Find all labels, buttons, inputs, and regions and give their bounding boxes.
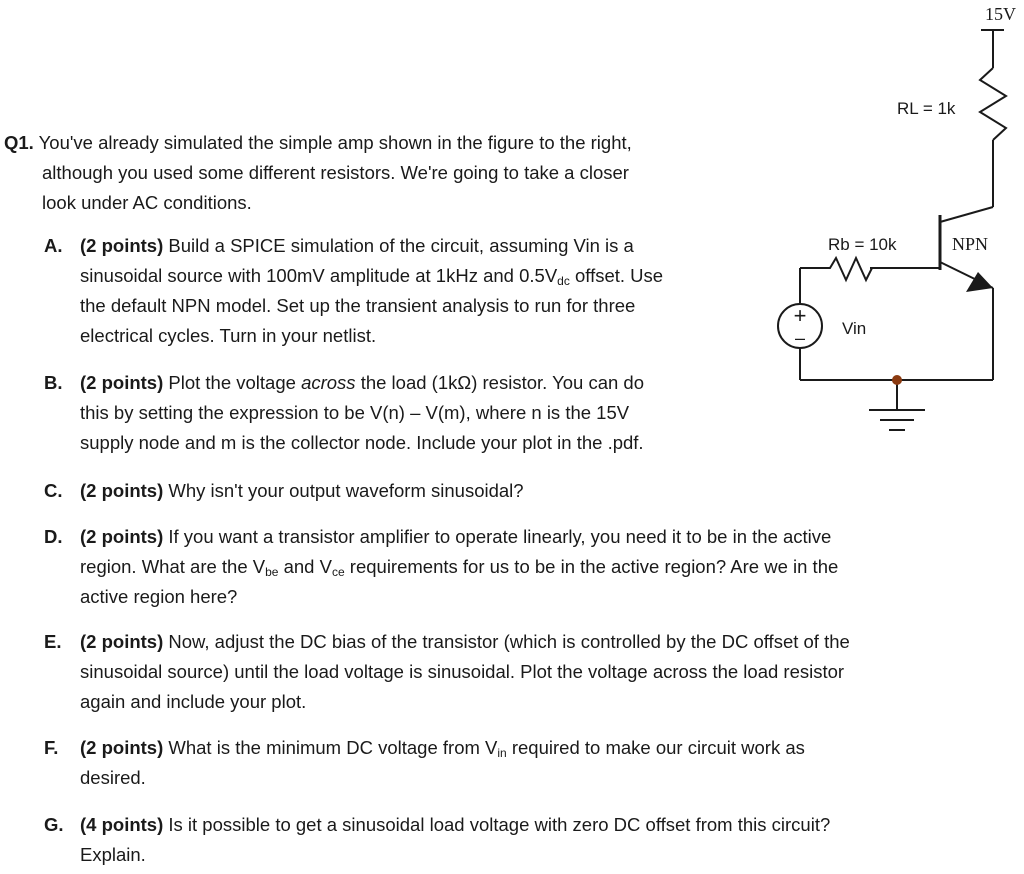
junction-dot [892,375,902,385]
rb-label: Rb = 10k [828,235,897,254]
part-b-line-3: supply node and m is the collector node. Include your plot in the .pdf. [80,432,644,453]
part-g-line-1: Is it possible to get a sinusoidal load voltage with zero DC offset from this circuit? [168,814,831,835]
part-d-line-2-end: requirements for us to be in the active region? Are we in the [344,556,839,577]
part-c-line-1: Why isn't your output waveform sinusoidal? [168,480,524,501]
part-e-line-1: Now, adjust the DC bias of the transistor (which is controlled by the DC offset of the [168,631,850,652]
part-d-line-2: region. What are the V [80,556,266,577]
part-points: (2 points) [80,737,164,758]
part-d-line-1: If you want a transistor amplifier to operate linearly, you need it to be in the active [168,526,832,547]
part-points: (2 points) [80,631,164,652]
part-b-line-1: Plot the voltage [168,372,302,393]
emitter-arrow-icon [966,272,993,292]
source-plus: + [793,303,807,328]
part-points: (2 points) [80,235,164,256]
question-line-2: although you used some different resistors. We're going to take a closer [42,162,629,183]
part-letter: F. [44,737,59,758]
part-d-line-2-mid: and V [278,556,332,577]
be-subscript: be [265,565,279,579]
in-subscript: in [497,746,507,760]
part-f-line-1: What is the minimum DC voltage from V [168,737,498,758]
npn-label: NPN [952,234,989,254]
part-a-line-2: sinusoidal source with 100mV amplitude at 1kHz and 0.5V [80,265,558,286]
part-f [44,733,984,793]
part-f-line-2: desired. [80,767,146,788]
supply-label: 15V [985,4,1016,24]
collector-lead [940,207,993,222]
part-letter: A. [44,235,63,256]
part-d-line-3: active region here? [80,586,238,607]
load-resistor [980,68,1006,140]
part-e [44,627,1004,717]
part-c [44,476,984,506]
part-points: (2 points) [80,480,164,501]
part-letter: B. [44,372,63,393]
part-points: (2 points) [80,526,164,547]
part-letter: G. [44,814,64,835]
part-e-line-2: sinusoidal source) until the load voltage is sinusoidal. Plot the voltage across the load resistor [80,661,845,682]
part-g-line-2: Explain. [80,844,146,865]
part-letter: D. [44,526,63,547]
part-points: (2 points) [80,372,164,393]
part-a-line-3: the default NPN model. Set up the transient analysis to run for three [80,295,636,316]
part-g [44,810,984,870]
part-e-line-3: again and include your plot. [80,691,307,712]
part-a-line-2-end: offset. Use [569,265,664,286]
part-b-line-2: this by setting the expression to be V(n) – V(m), where n is the 15V [80,402,630,423]
rl-label: RL = 1k [897,99,956,118]
dc-subscript: dc [557,274,570,288]
part-d [44,522,994,612]
part-b-emphasis: across [301,372,356,393]
question-line-3: look under AC conditions. [42,192,252,213]
part-b-line-1-end: the load (1kΩ) resistor. You can do [355,372,644,393]
part-points: (4 points) [80,814,164,835]
ce-subscript: ce [331,565,345,579]
source-minus: – [794,328,806,348]
question-line-1: You've already simulated the simple amp shown in the figure to the right, [38,132,632,153]
part-f-line-1-end: required to make our circuit work as [506,737,805,758]
part-letter: E. [44,631,62,652]
part-letter: C. [44,480,63,501]
part-a-line-1: Build a SPICE simulation of the circuit, assuming Vin is a [168,235,634,256]
part-a-line-4: electrical cycles. Turn in your netlist. [80,325,377,346]
question-number: Q1. [4,132,34,153]
base-resistor [800,258,876,280]
vin-label: Vin [842,319,867,338]
